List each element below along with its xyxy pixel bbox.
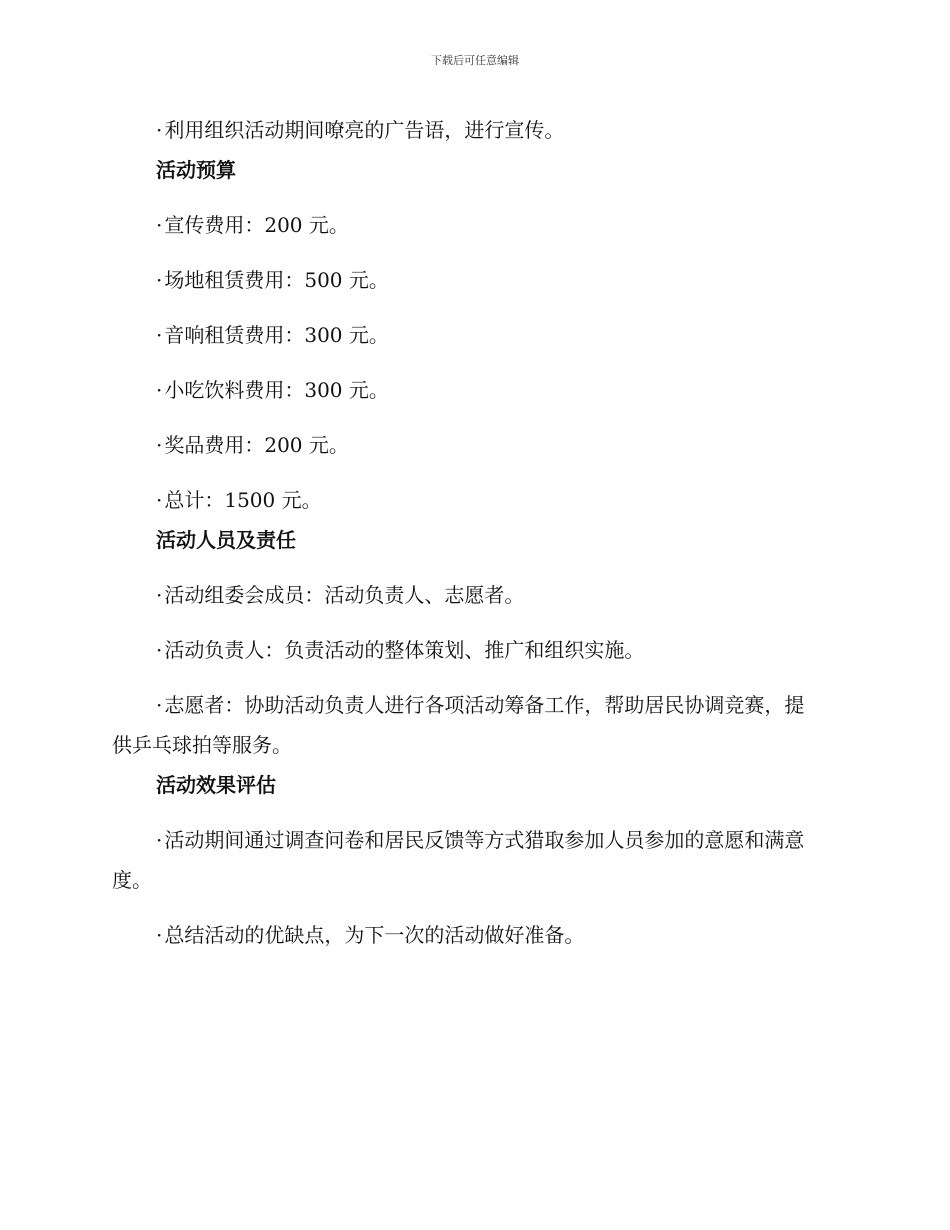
budget-item-text: 音响租赁费用：300 元。 — [164, 323, 389, 347]
promotion-line-text: 利用组织活动期间嘹亮的广告语，进行宣传。 — [164, 118, 565, 142]
budget-item-text: 总计：1500 元。 — [164, 488, 322, 512]
bullet: · — [156, 828, 163, 852]
evaluation-item — [112, 820, 824, 900]
evaluation-item-text: 活动期间通过调查问卷和居民反馈等方式猎取参加人员参加的意愿和满意度。 — [112, 828, 805, 892]
budget-item-text: 奖品费用：200 元。 — [164, 433, 349, 457]
staff-item-text: 活动负责人：负责活动的整体策划、推广和组织实施。 — [164, 638, 645, 662]
section-heading-budget: 活动预算 — [156, 158, 236, 182]
budget-item — [112, 260, 824, 300]
bullet: · — [156, 268, 163, 292]
section-heading-staff: 活动人员及责任 — [156, 528, 296, 552]
budget-item — [112, 315, 824, 355]
staff-item — [112, 630, 824, 670]
budget-item-text: 场地租赁费用：500 元。 — [164, 268, 389, 292]
staff-item — [112, 685, 824, 765]
bullet: · — [156, 118, 163, 142]
bullet: · — [156, 693, 163, 717]
document-content — [112, 110, 824, 955]
bullet: · — [156, 923, 163, 947]
bullet: · — [156, 213, 163, 237]
bullet: · — [156, 433, 163, 457]
evaluation-item-text: 总结活动的优缺点，为下一次的活动做好准备。 — [164, 923, 585, 947]
promotion-line — [112, 110, 824, 150]
budget-item-text: 小吃饮料费用：300 元。 — [164, 378, 389, 402]
bullet: · — [156, 583, 163, 607]
staff-item-text: 活动组委会成员：活动负责人、志愿者。 — [164, 583, 525, 607]
budget-item — [112, 370, 824, 410]
budget-item — [112, 480, 824, 520]
bullet: · — [156, 323, 163, 347]
budget-item — [112, 425, 824, 465]
evaluation-item — [112, 915, 824, 955]
staff-item-text: 志愿者：协助活动负责人进行各项活动筹备工作，帮助居民协调竞赛，提供乒乓球拍等服务。 — [112, 693, 805, 757]
budget-item-text: 宣传费用：200 元。 — [164, 213, 349, 237]
page-header-note: 下载后可任意编辑 — [431, 54, 519, 67]
bullet: · — [156, 378, 163, 402]
bullet: · — [156, 488, 163, 512]
bullet: · — [156, 638, 163, 662]
section-heading-evaluation: 活动效果评估 — [156, 773, 276, 797]
staff-item — [112, 575, 824, 615]
budget-item — [112, 205, 824, 245]
